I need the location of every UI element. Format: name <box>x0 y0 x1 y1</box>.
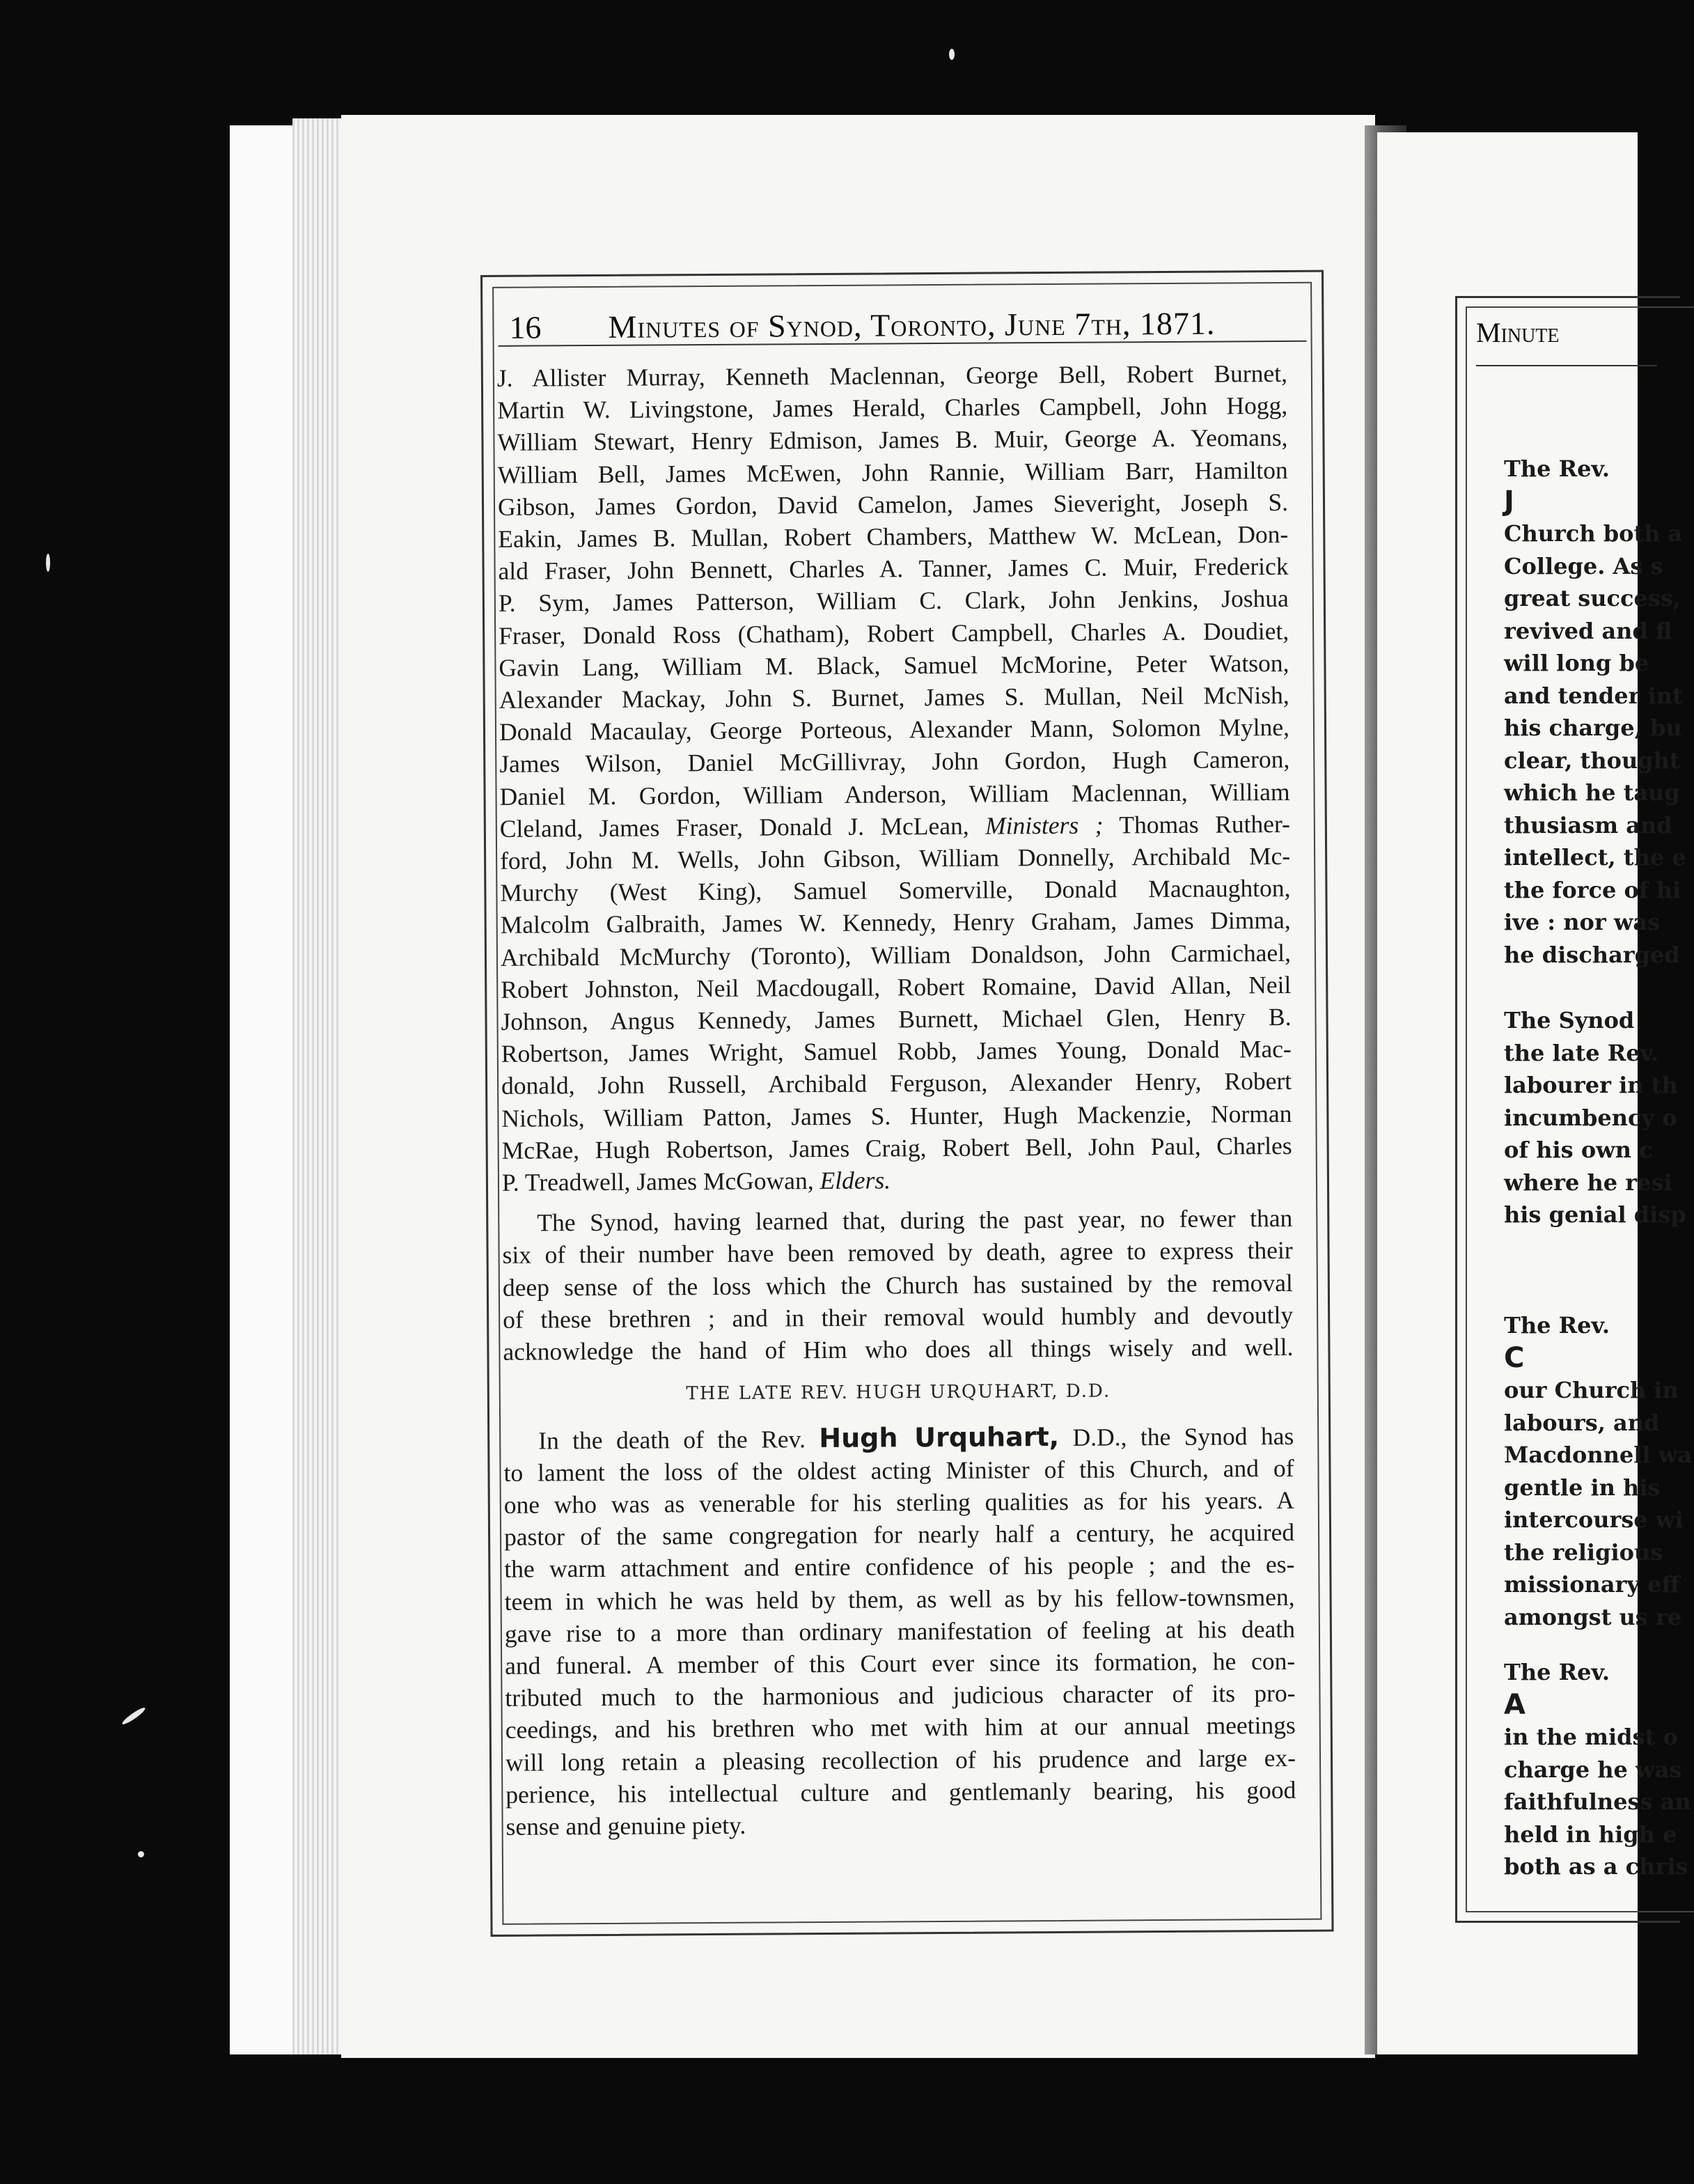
text-line: labours, and <box>1504 1409 1660 1436</box>
text-line: to lament the loss of the oldest acting Minister of this Church, and of <box>503 1453 1294 1487</box>
facing-block-1 <box>1504 453 1686 971</box>
text-line: the force of hi <box>1504 876 1681 903</box>
text-line: missionary eff <box>1504 1571 1680 1598</box>
text-line: of these brethren ; and in their removal would humbly and devoutly <box>503 1300 1294 1334</box>
text-line: William Stewart, Henry Edmison, James B. Muir, George A. Yeomans, <box>497 423 1288 457</box>
page-frame <box>480 270 1334 1937</box>
roll-of-synod <box>497 357 1292 1199</box>
text-line: six of their number have been removed by death, agree to express their <box>502 1236 1293 1270</box>
urquhart-paragraph <box>503 1419 1296 1843</box>
text-line: Gavin Lang, William M. Black, Samuel McMorine, Peter Watson, <box>499 648 1289 682</box>
text-line: both as a chris <box>1504 1853 1688 1880</box>
text-line: gave rise to a more than ordinary manifestation of feeling at his death <box>504 1614 1296 1648</box>
text-line: tributed much to the harmonious and judicious character of its pro- <box>505 1679 1296 1712</box>
text-line: Gibson, James Gordon, David Camelon, James Sieveright, Joseph S. <box>497 488 1289 521</box>
synod-paragraph <box>502 1202 1293 1368</box>
text-line: Macdonnell wa <box>1504 1442 1692 1468</box>
scan-speck <box>120 1706 146 1726</box>
scan-speck <box>46 554 50 572</box>
scan-speck <box>138 1851 144 1857</box>
text-line: Martin W. Livingstone, James Herald, Charles Campbell, John Hogg, <box>497 391 1288 425</box>
text-line: ceedings, and his brethren who met with him at our annual meetings <box>505 1711 1296 1745</box>
text-line: perience, his intellectual culture and gentlemanly bearing, his good <box>505 1775 1296 1809</box>
text-line: The Rev. J <box>1504 455 1610 517</box>
running-head <box>498 292 1306 347</box>
text-line: one who was as venerable for his sterling qualities as for his years. A <box>503 1485 1294 1519</box>
text-line: will long be <box>1504 650 1649 676</box>
text-line: ald Fraser, John Bennett, Charles A. Tanner, James C. Muir, Frederick <box>498 552 1289 586</box>
text-line: amongst us re <box>1504 1603 1682 1630</box>
text-line: and funeral. A member of this Court ever since its formation, he con- <box>505 1646 1296 1680</box>
text-line: Church both a <box>1504 520 1683 547</box>
text-line: The Rev. C <box>1504 1312 1610 1374</box>
text-line: incumbency o <box>1504 1104 1677 1131</box>
text-line: in the midst o <box>1504 1724 1678 1750</box>
text-line: and tender int <box>1504 682 1683 709</box>
text-line-elders: P. Treadwell, James McGowan, Elders. <box>501 1166 891 1196</box>
section-heading: THE LATE REV. HUGH URQUHART, D.D. <box>686 1380 1111 1405</box>
text-line: Johnson, Angus Kennedy, James Burnett, Michael Glen, Henry B. <box>501 1002 1292 1036</box>
text-line: gentle in his <box>1504 1474 1661 1501</box>
facing-block-2 <box>1504 1004 1686 1231</box>
text-line: donald, John Russell, Archibald Ferguson, Alexander Henry, Robert <box>501 1067 1292 1100</box>
text-line: which he taug <box>1504 779 1680 806</box>
page-number: 16 <box>509 309 542 345</box>
text-line: revived and fl <box>1504 617 1672 644</box>
text-line: where he resi <box>1504 1169 1672 1196</box>
text-line: he discharged <box>1504 941 1680 968</box>
text-line: Malcolm Galbraith, James W. Kennedy, Henry Graham, James Dimma, <box>500 906 1291 939</box>
facing-block-3 <box>1504 1309 1692 1633</box>
text-line: his charge, bu <box>1504 715 1682 741</box>
text-line: pastor of the same congregation for nearly half a century, he acquired <box>503 1518 1295 1551</box>
text-line-ministers: Cleland, James Fraser, Donald J. McLean, Ministers ; Thomas Ruther- <box>499 809 1290 843</box>
text-line: William Bell, James McEwen, John Rannie, William Barr, Hamilton <box>497 455 1288 489</box>
text-line: Eakin, James B. Mullan, Robert Chambers, Matthew W. McLean, Don- <box>498 520 1289 553</box>
text-line: the warm attachment and entire confidence of his people ; and the es- <box>504 1550 1295 1584</box>
scan-speck <box>949 49 955 60</box>
text-line: sense and genuine piety. <box>505 1811 746 1841</box>
text-line: P. Sym, James Patterson, William C. Clark, John Jenkins, Joshua <box>498 584 1289 618</box>
text-line: charge he was <box>1504 1756 1682 1783</box>
text-line: great success, <box>1504 585 1681 611</box>
text-line: clear, thought <box>1504 747 1680 774</box>
text-line: Robertson, James Wright, Samuel Robb, James Young, Donald Mac- <box>501 1035 1292 1068</box>
text-line: J. Allister Murray, Kenneth Maclennan, George Bell, Robert Burnet, <box>496 359 1288 392</box>
text-line: of his own c <box>1504 1137 1653 1163</box>
text-line: Daniel M. Gordon, William Anderson, William Maclennan, William <box>499 777 1290 811</box>
facing-block-4 <box>1504 1656 1691 1883</box>
text-line: Murchy (West King), Samuel Somerville, Donald Macnaughton, <box>500 874 1291 907</box>
text-line: labourer in th <box>1504 1072 1678 1098</box>
text-line: The Rev. A <box>1504 1659 1610 1721</box>
text-line: faithfulness an <box>1504 1788 1691 1815</box>
text-line: Fraser, Donald Ross (Chatham), Robert Campbell, Charles A. Doudiet, <box>499 616 1289 650</box>
text-line: Donald Macaulay, George Porteous, Alexander Mann, Solomon Mylne, <box>499 713 1290 747</box>
text-line: deep sense of the loss which the Church has sustained by the removal <box>502 1268 1293 1302</box>
text-line: will long retain a pleasing recollection of his prudence and large ex- <box>505 1743 1296 1777</box>
text-line: College. As s <box>1504 552 1663 579</box>
text-line: James Wilson, Daniel McGillivray, John Gordon, Hugh Cameron, <box>499 745 1290 779</box>
text-line: intellect, the e <box>1504 844 1686 871</box>
text-line: acknowledge the hand of Him who does all things wisely and well. <box>503 1332 1294 1366</box>
page-content <box>497 357 1296 1843</box>
text-line: The Synod, having learned that, during the past year, no fewer than <box>537 1204 1293 1237</box>
text-line: the late Rev. <box>1504 1039 1659 1066</box>
text-line: the religious <box>1504 1538 1663 1566</box>
text-line: held in high e <box>1504 1820 1677 1848</box>
text-line: Alexander Mackay, John S. Burnet, James S. Mullan, Neil McNish, <box>499 680 1289 714</box>
running-title: Minutes of Synod, Toronto, June 7th, 1871. <box>608 305 1216 345</box>
text-line: In the death of the Rev. Hugh Urquhart, D.D., the Synod has <box>538 1421 1294 1455</box>
text-line: teem in which he was held by them, as well as by his fellow-townsmen, <box>504 1582 1295 1616</box>
minister-name: Hugh Urquhart, <box>819 1421 1060 1453</box>
text-line: ive : nor was <box>1504 909 1661 935</box>
ministers-label: Ministers ; <box>985 811 1104 840</box>
text-line: Nichols, William Patton, James S. Hunter, Hugh Mackenzie, Norman <box>501 1099 1292 1132</box>
text-line: thusiasm and <box>1504 811 1672 838</box>
text-line: Robert Johnston, Neil Macdougall, Robert Romaine, David Allan, Neil <box>501 970 1292 1004</box>
text-line: McRae, Hugh Robertson, James Craig, Robert Bell, John Paul, Charles <box>501 1131 1292 1164</box>
elders-label: Elders. <box>819 1166 891 1195</box>
text-line: his genial disp <box>1504 1201 1686 1228</box>
text-line: Archibald McMurchy (Toronto), William Donaldson, John Carmichael, <box>500 938 1292 972</box>
page-edges <box>292 118 348 2054</box>
facing-running-head: Minute <box>1476 306 1657 366</box>
text-line: our Church in <box>1504 1377 1679 1403</box>
text-line: The Synod <box>1504 1007 1635 1034</box>
text-line: intercourse wi <box>1504 1506 1684 1533</box>
text-line: ford, John M. Wells, John Gibson, William Donnelly, Archibald Mc- <box>500 841 1291 875</box>
